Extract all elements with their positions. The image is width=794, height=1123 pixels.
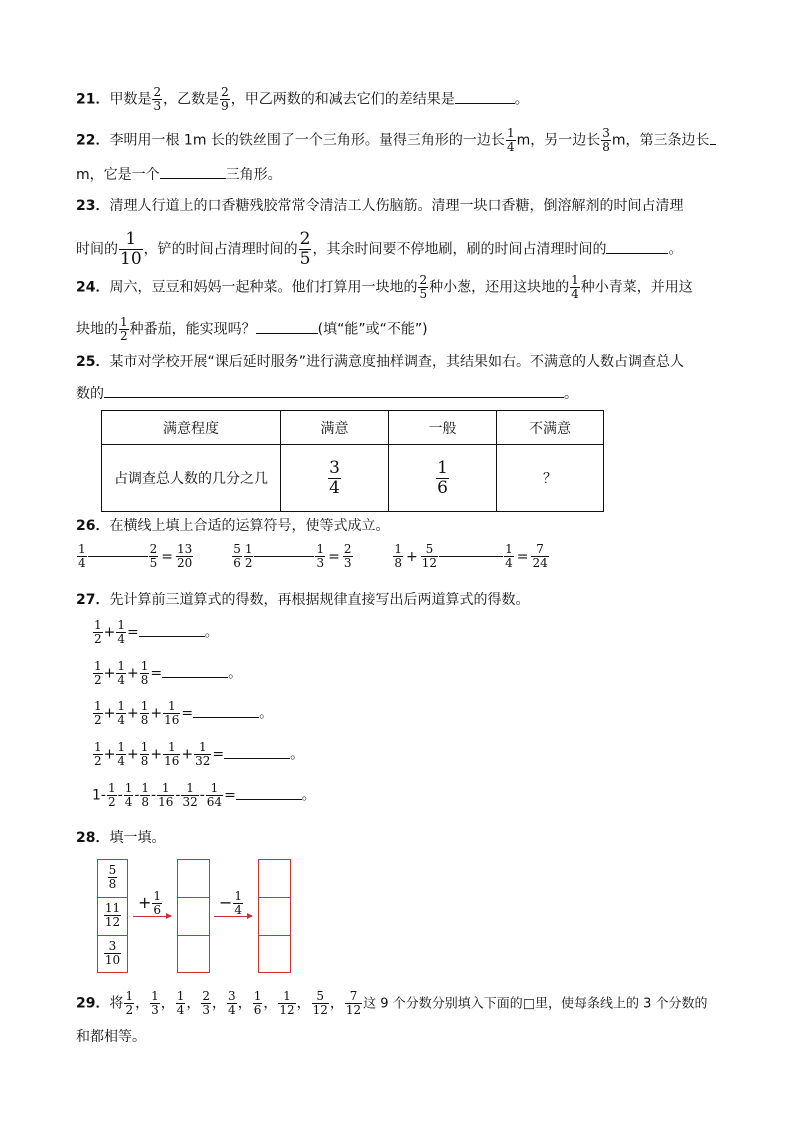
q21-number: 21． bbox=[76, 91, 110, 108]
q23-end: 。 bbox=[668, 241, 683, 258]
q27-eq3 bbox=[92, 700, 273, 734]
q27-frac: $\frac{1}{4}$ bbox=[117, 618, 126, 646]
q28-line bbox=[76, 828, 165, 848]
q28-op2-sign: − bbox=[219, 893, 233, 912]
table-header-cell: 一般 bbox=[389, 411, 497, 445]
table-header-cell: 不满意 bbox=[497, 411, 604, 445]
q24-number: 24． bbox=[76, 279, 110, 296]
q26-e2-a: $\frac{5}{6}$ bbox=[233, 542, 241, 570]
q26-e1-b: $\frac{2}{5}$ bbox=[149, 542, 158, 570]
q21-line bbox=[76, 86, 529, 113]
q27-frac: $\frac{1}{2}$ bbox=[94, 699, 102, 727]
q27-end: 。 bbox=[259, 705, 274, 722]
q27-frac: $\frac{1}{4}$ bbox=[124, 781, 133, 809]
q21-end: 。 bbox=[514, 91, 529, 108]
q23-answer-blank[interactable] bbox=[606, 239, 668, 254]
q27-frac: $\frac{1}{64}$ bbox=[206, 781, 223, 809]
q22-number: 22． bbox=[76, 132, 110, 149]
q22-line1 bbox=[76, 127, 716, 154]
q29-sep: ， bbox=[186, 995, 201, 1012]
q21-text2: ，乙数是 bbox=[163, 91, 220, 108]
q27-end: 。 bbox=[301, 787, 316, 804]
q26-e1-r: $\frac{13}{20}$ bbox=[177, 542, 193, 570]
q27-frac: $\frac{1}{2}$ bbox=[94, 659, 102, 687]
q24-text1: 周六，豆豆和妈妈一起种菜。他们打算用一块地的 bbox=[109, 279, 418, 296]
q23-line1 bbox=[76, 196, 683, 216]
q21-frac1: $\frac{2}{3}$ bbox=[153, 85, 162, 113]
q28-box1-frac2: $\frac{11}{12}$ bbox=[104, 901, 121, 929]
q26-equations bbox=[76, 543, 550, 577]
q26-e1-a: $\frac{1}{4}$ bbox=[78, 542, 86, 570]
q26-e2-eq: = bbox=[328, 548, 340, 565]
q29-sep: ， bbox=[212, 995, 227, 1012]
q24-answer-blank[interactable] bbox=[256, 319, 318, 334]
q29-text1: 将 bbox=[109, 995, 124, 1012]
q27-frac: $\frac{1}{2}$ bbox=[94, 740, 102, 768]
q22-blank1[interactable] bbox=[710, 130, 716, 145]
q27-plus: + bbox=[103, 665, 116, 682]
q28-box1-frac3: $\frac{3}{10}$ bbox=[104, 939, 121, 967]
q27-plus: + bbox=[150, 746, 163, 763]
q29-sep: ， bbox=[296, 995, 311, 1012]
q26-e3-r: $\frac{7}{24}$ bbox=[532, 542, 548, 570]
q27-number: 27． bbox=[76, 592, 110, 608]
q28-result-box bbox=[258, 859, 291, 973]
q24-line2c: (填“能”或“不能”) bbox=[317, 321, 428, 338]
q27-plus: + bbox=[150, 705, 163, 722]
q25-number: 25． bbox=[76, 354, 110, 370]
q27-eq4 bbox=[92, 741, 304, 775]
table-row bbox=[102, 445, 604, 512]
q29-sep: ， bbox=[237, 995, 252, 1012]
table-header-cell: 满意 bbox=[281, 411, 389, 445]
q28-box-divider bbox=[259, 935, 290, 936]
q27-answer-blank-5[interactable] bbox=[236, 785, 302, 800]
q24-frac2: $\frac{1}{4}$ bbox=[571, 273, 579, 301]
q26-e2-c: $\frac{1}{3}$ bbox=[316, 542, 325, 570]
q27-frac: $\frac{1}{8}$ bbox=[140, 740, 149, 768]
q27-plus: + bbox=[127, 665, 139, 682]
q22-frac1: $\frac{1}{4}$ bbox=[506, 126, 515, 154]
q27-answer-blank-3[interactable] bbox=[193, 703, 259, 718]
q23-line2 bbox=[76, 230, 682, 269]
q27-end: 。 bbox=[228, 665, 243, 682]
q26-e3-a: $\frac{1}{8}$ bbox=[394, 542, 403, 570]
q27-frac: $\frac{1}{2}$ bbox=[107, 781, 116, 809]
q27-frac: $\frac{1}{4}$ bbox=[117, 740, 126, 768]
q27-eq: = bbox=[150, 665, 163, 682]
table-frac-average: $\frac{1}{6}$ bbox=[437, 457, 448, 498]
q24-line2a: 块地的 bbox=[76, 321, 118, 338]
q27-plus: + bbox=[103, 746, 116, 763]
q29-frac: $\frac{1}{12}$ bbox=[279, 989, 295, 1017]
q27-answer-blank-1[interactable] bbox=[139, 622, 205, 637]
q25-line2 bbox=[76, 383, 578, 404]
q27-frac: $\frac{1}{2}$ bbox=[94, 618, 102, 646]
q24-text2: 种小葱，还用这块地的 bbox=[429, 279, 570, 296]
q27-frac: $\frac{1}{8}$ bbox=[140, 699, 149, 727]
q28-box-divider bbox=[98, 897, 127, 898]
q26-e3-blank[interactable] bbox=[439, 556, 503, 557]
q29-frac: $\frac{1}{2}$ bbox=[125, 989, 134, 1017]
q27-minus: - bbox=[134, 787, 140, 804]
q27-frac: $\frac{1}{8}$ bbox=[140, 659, 149, 687]
q28-box-divider bbox=[98, 935, 127, 936]
q29-line2 bbox=[76, 1027, 146, 1047]
q23-line2b: ，铲的时间占清理时间的 bbox=[143, 241, 298, 258]
q21-text3: ，甲乙两数的和减去它们的差结果是 bbox=[230, 91, 455, 108]
q27-frac: $\frac{1}{32}$ bbox=[195, 740, 211, 768]
q21-text1: 甲数是 bbox=[109, 91, 152, 108]
q24-line2 bbox=[76, 316, 428, 343]
q27-eq2 bbox=[92, 660, 242, 694]
q22-text2: m，另一边长 bbox=[516, 132, 601, 149]
q25-end: 。 bbox=[564, 386, 578, 402]
q27-eq: = bbox=[212, 746, 225, 763]
q26-e1-eq: = bbox=[161, 548, 174, 565]
q24-frac3: $\frac{1}{2}$ bbox=[120, 315, 128, 343]
q28-text: 填一填。 bbox=[109, 830, 166, 846]
q21-frac2: $\frac{2}{9}$ bbox=[221, 85, 229, 113]
q22-text3: m，第三条边长 bbox=[611, 132, 710, 149]
q27-eq: = bbox=[224, 787, 236, 804]
q28-op2-frac: $\frac{1}{4}$ bbox=[234, 889, 243, 917]
q28-number: 28． bbox=[76, 830, 110, 846]
q27-eq1 bbox=[92, 619, 219, 653]
q29-line1 bbox=[76, 990, 708, 1017]
q29-sep: ， bbox=[160, 995, 175, 1012]
q24-frac1: $\frac{2}{5}$ bbox=[419, 273, 428, 301]
q26-e1-blank[interactable] bbox=[88, 556, 148, 557]
q27-frac: $\frac{1}{16}$ bbox=[158, 781, 174, 809]
q23-frac1: $\frac{1}{10}$ bbox=[120, 229, 142, 269]
q23-text1: 清理人行道上的口香糖残胶常常令清洁工人伤脑筋。清理一块口香糖，倒溶解剂的时间占清理 bbox=[109, 198, 684, 214]
q27-text: 先计算前三道算式的得数，再根据规律直接写出后两道算式的得数。 bbox=[109, 592, 530, 608]
q27-minus: - bbox=[151, 787, 157, 804]
q22-frac2: $\frac{3}{8}$ bbox=[602, 126, 610, 154]
q29-frac: $\frac{1}{4}$ bbox=[176, 989, 185, 1017]
q27-answer-blank-2[interactable] bbox=[162, 663, 228, 678]
q26-line bbox=[76, 516, 389, 536]
q26-e3-c: $\frac{1}{4}$ bbox=[505, 542, 513, 570]
q29-frac: $\frac{1}{6}$ bbox=[253, 989, 262, 1017]
table-header-row bbox=[102, 411, 604, 445]
q28-op1 bbox=[138, 890, 163, 917]
q28-op1-frac: $\frac{1}{6}$ bbox=[153, 889, 162, 917]
table-header-cell: 满意程度 bbox=[102, 411, 281, 445]
q27-minus: - bbox=[199, 787, 205, 804]
q26-number: 26． bbox=[76, 518, 110, 534]
q27-eq5 bbox=[92, 782, 316, 816]
q23-line2c: ，其余时间要不停地刷，刷的时间占清理时间的 bbox=[312, 241, 607, 258]
table-cell-unknown: ？ bbox=[497, 445, 604, 512]
q29-number: 29． bbox=[76, 995, 110, 1012]
q28-box-divider bbox=[178, 897, 209, 898]
q27-eq: = bbox=[181, 705, 194, 722]
q29-frac: $\frac{5}{12}$ bbox=[312, 989, 328, 1017]
q26-e3-b: $\frac{5}{12}$ bbox=[421, 542, 438, 570]
table-cell bbox=[281, 445, 389, 512]
q26-e3-plus: + bbox=[406, 548, 418, 565]
table-frac-satisfied: $\frac{3}{4}$ bbox=[329, 457, 340, 498]
q29-line2: 和都相等。 bbox=[76, 1029, 146, 1045]
q29-sep: ， bbox=[329, 995, 344, 1012]
q22-text1: 李明用一根 1m 长的铁丝围了一个三角形。量得三角形的一边长 bbox=[109, 132, 505, 149]
q27-frac: $\frac{1}{32}$ bbox=[182, 781, 198, 809]
q29-sep: ， bbox=[135, 995, 150, 1012]
q27-plus: + bbox=[127, 705, 139, 722]
q25-answer-blank[interactable] bbox=[104, 383, 564, 398]
q27-plus: + bbox=[181, 746, 194, 763]
q27-minus: - bbox=[100, 787, 106, 804]
q25-line2a: 数的 bbox=[76, 386, 104, 402]
q29-frac: $\frac{2}{3}$ bbox=[202, 989, 211, 1017]
q28-op2 bbox=[219, 890, 244, 917]
q27-end: 。 bbox=[204, 624, 219, 641]
q27-frac: $\frac{1}{16}$ bbox=[164, 699, 180, 727]
q28-middle-box bbox=[177, 859, 210, 973]
q28-box1-frac1: $\frac{5}{8}$ bbox=[108, 863, 117, 891]
q29-text2: 这 9 个分数分别填入下面的□里，使每条线上的 3 个分数的 bbox=[363, 996, 708, 1012]
q25-text1: 某市对学校开展“课后延时服务”进行满意度抽样调查，其结果如右。不满意的人数占调查总人 bbox=[109, 354, 684, 370]
q27-one: 1 bbox=[92, 787, 101, 804]
q21-answer-blank[interactable] bbox=[455, 89, 515, 104]
q28-box-divider bbox=[259, 897, 290, 898]
q27-frac: $\frac{1}{4}$ bbox=[117, 699, 126, 727]
satisfaction-table bbox=[101, 410, 604, 512]
q29-sep: ， bbox=[263, 995, 278, 1012]
q27-line bbox=[76, 590, 529, 610]
q24-text3: 种小青菜，并用这 bbox=[580, 279, 693, 296]
q23-frac2: $\frac{2}{5}$ bbox=[299, 229, 311, 269]
q23-number: 23． bbox=[76, 198, 110, 214]
q26-e2-r: $\frac{2}{3}$ bbox=[343, 542, 352, 570]
q26-e2-blank[interactable] bbox=[254, 556, 314, 557]
q27-plus: + bbox=[127, 746, 139, 763]
q27-minus: - bbox=[175, 787, 181, 804]
q22-line2 bbox=[76, 164, 282, 185]
q23-line2a: 时间的 bbox=[76, 241, 118, 258]
q26-text: 在横线上填上合适的运算符号，使等式成立。 bbox=[109, 518, 390, 534]
q24-line2b: 种番茄，能实现吗？ bbox=[129, 321, 256, 338]
q24-line1 bbox=[76, 274, 693, 301]
q28-source-box bbox=[97, 859, 128, 973]
q27-eq: = bbox=[127, 624, 139, 641]
q29-frac: $\frac{3}{4}$ bbox=[228, 989, 236, 1017]
table-row-label: 占调查总人数的几分之几 bbox=[102, 445, 281, 512]
q26-e2-b: $\frac{1}{2}$ bbox=[244, 542, 253, 570]
q27-minus: - bbox=[117, 787, 123, 804]
q27-end: 。 bbox=[290, 746, 305, 763]
q27-plus: + bbox=[103, 624, 116, 641]
q28-op1-sign: + bbox=[138, 893, 152, 912]
q26-e3-eq: = bbox=[516, 548, 529, 565]
q22-line2a: m，它是一个 bbox=[76, 167, 160, 183]
q22-blank2[interactable] bbox=[160, 164, 226, 179]
q27-frac: $\frac{1}{8}$ bbox=[141, 781, 150, 809]
q29-frac: $\frac{1}{3}$ bbox=[151, 989, 159, 1017]
table-cell bbox=[389, 445, 497, 512]
q25-line1 bbox=[76, 352, 684, 372]
q22-line2b: 三角形。 bbox=[225, 167, 282, 183]
q28-box-divider bbox=[178, 935, 209, 936]
q27-answer-blank-4[interactable] bbox=[224, 744, 290, 759]
q27-plus: + bbox=[103, 705, 116, 722]
q29-frac: $\frac{7}{12}$ bbox=[345, 989, 362, 1017]
q27-frac: $\frac{1}{16}$ bbox=[164, 740, 180, 768]
q27-frac: $\frac{1}{4}$ bbox=[117, 659, 126, 687]
